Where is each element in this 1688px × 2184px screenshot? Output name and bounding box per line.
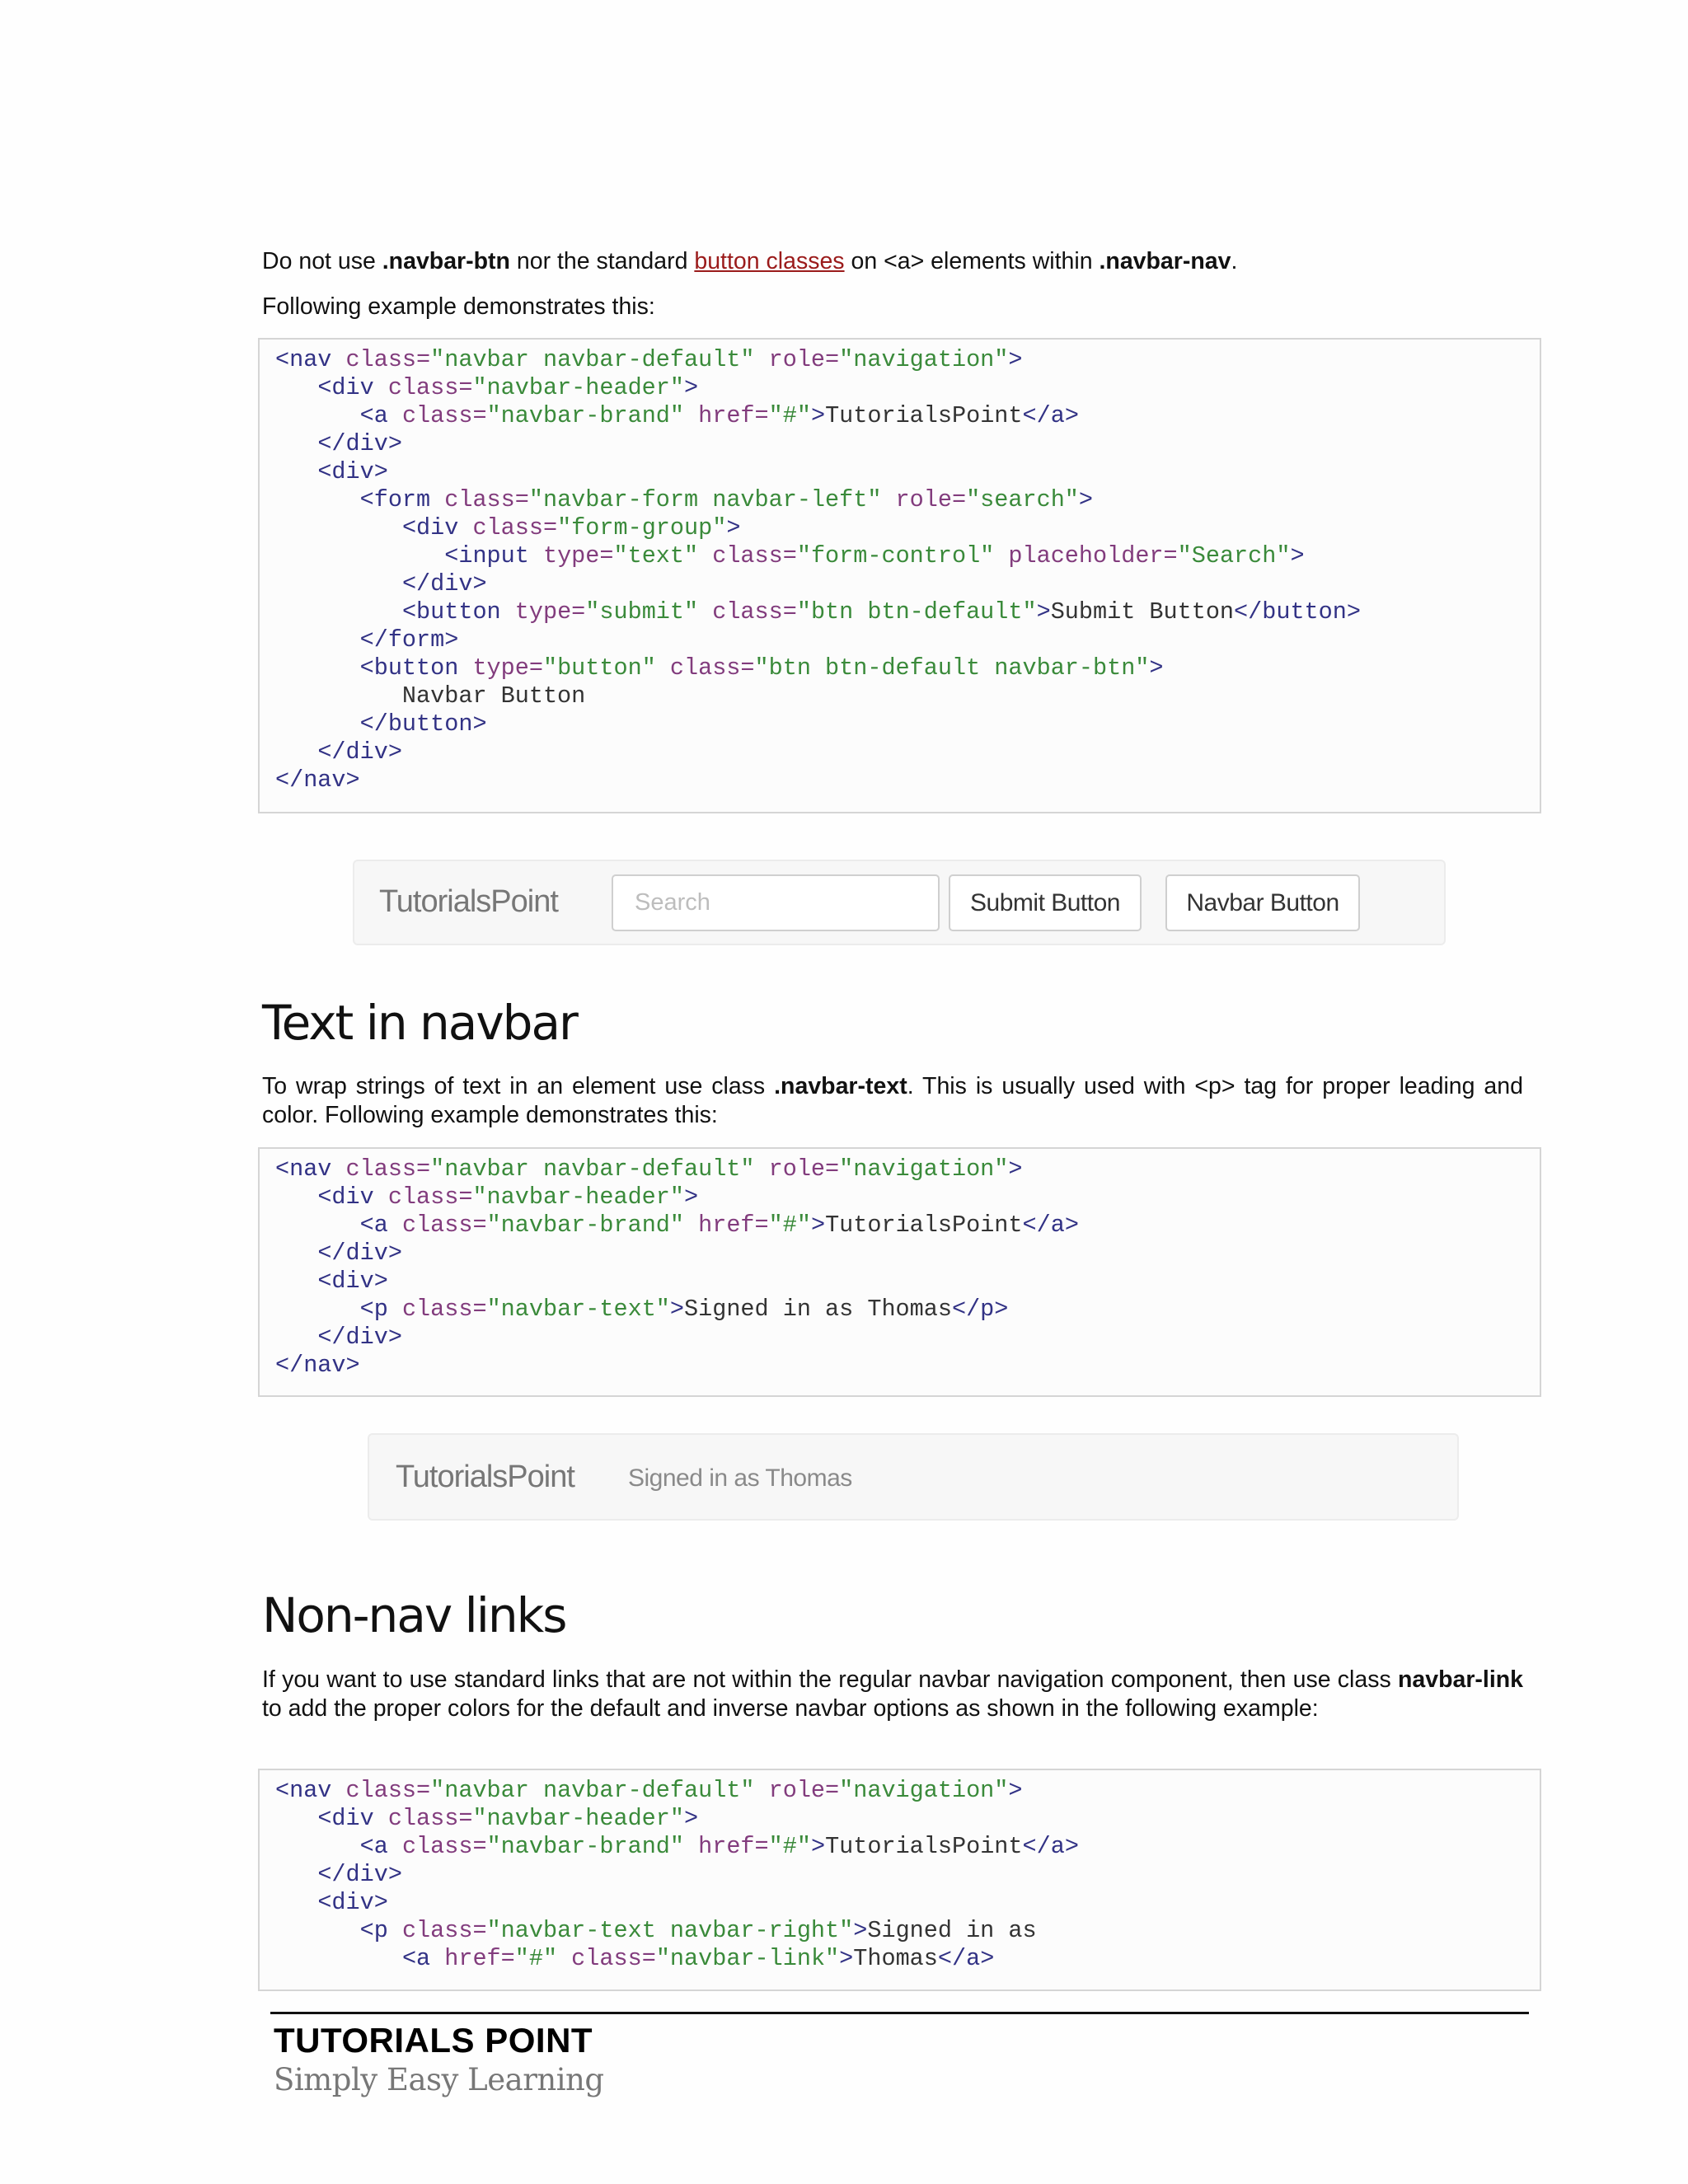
code-token: href= — [444, 1945, 515, 1972]
code-line — [275, 374, 1540, 402]
code-line — [275, 458, 1540, 486]
code-token: > — [1008, 1777, 1023, 1804]
code-token: "navigation" — [839, 1777, 1009, 1804]
code-token: "navbar-brand" — [486, 402, 685, 429]
code-token: > — [669, 1296, 685, 1323]
code-token: class= — [472, 514, 558, 541]
code-token: > — [1008, 1155, 1023, 1183]
code-token: </a> — [1022, 1833, 1079, 1860]
code-token: class= — [387, 1183, 473, 1211]
code-token: TutorialsPoint — [825, 1833, 1023, 1860]
code-token: > — [1149, 654, 1164, 682]
code-token: "#" — [514, 1945, 558, 1972]
search-input[interactable] — [613, 876, 938, 930]
code-token: "form-control" — [796, 542, 995, 569]
section3-text: If you want to use standard links that are not within the regular navbar navigation component, then use class — [262, 1666, 1398, 1693]
code-token — [275, 1945, 402, 1972]
code-token: "btn btn-default" — [796, 598, 1037, 626]
code-token — [275, 402, 360, 429]
code-token: class= — [401, 1833, 487, 1860]
code-line — [275, 766, 1540, 794]
code-token: "navbar-header" — [472, 1805, 684, 1832]
code-token: </a> — [937, 1945, 995, 1972]
code-line — [275, 1861, 1540, 1889]
code-token: Submit Button — [1050, 598, 1235, 626]
navbar-demo-buttons — [353, 860, 1446, 945]
footer-divider — [270, 2012, 1529, 2014]
code-token — [275, 1833, 360, 1860]
code-line — [275, 682, 1540, 710]
code-token — [275, 1240, 317, 1267]
code-line — [275, 1268, 1540, 1296]
inline-code-navbar-text: .navbar-text — [774, 1073, 907, 1099]
inline-code-navbar-btn: .navbar-btn — [382, 248, 510, 274]
code-token: type= — [472, 654, 543, 682]
code-token: > — [1036, 598, 1051, 626]
code-token: Signed in as — [867, 1917, 1037, 1944]
code-line — [275, 598, 1540, 626]
code-token: type= — [542, 542, 614, 569]
code-line — [275, 402, 1540, 430]
code-token: <nav — [275, 1777, 346, 1804]
code-token: TutorialsPoint — [825, 402, 1023, 429]
code-token: </div> — [317, 738, 402, 766]
code-token: "search" — [966, 486, 1079, 513]
code-token: <div> — [317, 1889, 388, 1916]
code-line — [275, 486, 1540, 514]
intro-text: nor the standard — [509, 248, 695, 274]
code-token: <a — [359, 402, 402, 429]
code-token: > — [1008, 346, 1023, 373]
code-token: > — [1078, 486, 1094, 513]
code-token: "navbar-link" — [655, 1945, 840, 1972]
code-token: "navbar-brand" — [486, 1833, 685, 1860]
code-token — [275, 738, 317, 766]
code-token: "navbar-text navbar-right" — [486, 1917, 854, 1944]
code-token — [275, 1296, 360, 1323]
submit-button[interactable]: Submit Button — [949, 874, 1142, 931]
code-token: </button> — [1234, 598, 1361, 626]
code-token — [275, 458, 317, 485]
code-token: role= — [754, 1155, 840, 1183]
code-token: class= — [387, 374, 473, 401]
code-token: "navigation" — [839, 346, 1009, 373]
code-token: > — [810, 1833, 826, 1860]
code-token: class= — [698, 542, 797, 569]
code-token: class= — [345, 346, 431, 373]
section3-paragraph — [262, 1666, 1523, 1723]
code-token: > — [684, 1805, 699, 1832]
code-token: > — [726, 514, 741, 541]
code-token — [275, 430, 317, 457]
code-token: </form> — [359, 626, 459, 654]
code-token — [275, 570, 402, 598]
code-token: Signed in as Thomas — [684, 1296, 952, 1323]
code-token: class= — [698, 598, 797, 626]
code-token: href= — [684, 1212, 769, 1239]
code-line — [275, 1917, 1540, 1945]
code-token: > — [684, 1183, 699, 1211]
code-token: <button — [401, 598, 515, 626]
code-token: <a — [401, 1945, 445, 1972]
code-line — [275, 1945, 1540, 1973]
code-token: "form-group" — [557, 514, 727, 541]
code-token: </nav> — [275, 766, 360, 794]
code-token — [275, 514, 402, 541]
code-token — [275, 710, 360, 738]
code-token: class= — [401, 1296, 487, 1323]
navbar-signed-in-text: Signed in as Thomas — [628, 1465, 852, 1492]
code-token: <form — [359, 486, 445, 513]
code-line — [275, 710, 1540, 738]
code-token: role= — [881, 486, 967, 513]
code-token: Navbar Button — [275, 682, 586, 710]
code-token: class= — [444, 486, 529, 513]
code-token: class= — [401, 402, 487, 429]
code-token: </div> — [317, 1861, 402, 1888]
code-token: <div — [317, 1183, 388, 1211]
code-token: "Search" — [1177, 542, 1291, 569]
code-token: </p> — [951, 1296, 1009, 1323]
footer-brand-title: TUTORIALS POINT — [274, 2021, 593, 2060]
navbar-demo-text — [368, 1433, 1459, 1521]
code-token: role= — [754, 346, 840, 373]
code-token: > — [1290, 542, 1305, 569]
code-token: "navbar-header" — [472, 374, 684, 401]
code-token: <div> — [317, 458, 388, 485]
code-token — [275, 1268, 317, 1295]
code-token: <a — [359, 1833, 402, 1860]
code-line — [275, 514, 1540, 542]
code-token: <div — [317, 374, 388, 401]
code-token: </a> — [1022, 402, 1079, 429]
inline-code-navbar-link: navbar-link — [1397, 1666, 1523, 1693]
code-token: "navbar-brand" — [486, 1212, 685, 1239]
section-heading-text-in-navbar: Text in navbar — [262, 995, 577, 1051]
code-token: class= — [401, 1212, 487, 1239]
section2-text: . This is usually used with <p> tag for proper leading and color. Following example demonstrates this: — [262, 1073, 1523, 1128]
code-token: "button" — [542, 654, 656, 682]
code-token — [275, 542, 444, 569]
code-token: "#" — [768, 1212, 811, 1239]
code-line — [275, 430, 1540, 458]
code-token: "#" — [768, 1833, 811, 1860]
code-token: <input — [444, 542, 543, 569]
code-token — [275, 1212, 360, 1239]
intro-text: . — [1231, 248, 1238, 274]
code-line — [275, 1777, 1540, 1805]
footer-tagline: Simply Easy Learning — [274, 2062, 604, 2097]
code-token — [275, 374, 317, 401]
intro-text: on <a> elements within — [844, 248, 1100, 274]
navbar-button[interactable]: Navbar Button — [1165, 874, 1360, 931]
code-token: class= — [345, 1155, 431, 1183]
code-token: "btn btn-default navbar-btn" — [754, 654, 1150, 682]
code-line — [275, 1240, 1540, 1268]
code-token: <div — [317, 1805, 388, 1832]
code-token: </div> — [317, 1240, 402, 1267]
code-token: placeholder= — [994, 542, 1178, 569]
code-block-navbar-buttons — [258, 338, 1541, 813]
code-line — [275, 1352, 1540, 1380]
code-token — [275, 654, 360, 682]
code-token: </button> — [359, 710, 487, 738]
code-token: "navbar-form navbar-left" — [528, 486, 882, 513]
code-token: <button — [359, 654, 473, 682]
code-token: > — [853, 1917, 868, 1944]
code-token: TutorialsPoint — [825, 1212, 1023, 1239]
code-line — [275, 1833, 1540, 1861]
code-token: <div> — [317, 1268, 388, 1295]
code-token: class= — [655, 654, 755, 682]
code-line — [275, 738, 1540, 766]
code-token: class= — [387, 1805, 473, 1832]
section3-text: to add the proper colors for the default and inverse navbar options as shown in the following example: — [262, 1695, 1319, 1722]
code-line — [275, 542, 1540, 570]
code-token: "navbar-text" — [486, 1296, 670, 1323]
section-heading-non-nav-links: Non-nav links — [262, 1587, 566, 1643]
code-line — [275, 1155, 1540, 1183]
code-token: <a — [359, 1212, 402, 1239]
code-line — [275, 654, 1540, 682]
code-token: <nav — [275, 1155, 346, 1183]
navbar-brand[interactable]: TutorialsPoint — [396, 1460, 574, 1494]
code-token: > — [810, 1212, 826, 1239]
code-token — [275, 598, 402, 626]
code-token: Thomas — [853, 1945, 938, 1972]
code-token — [275, 626, 360, 654]
code-line — [275, 1889, 1540, 1917]
code-token: "navbar-header" — [472, 1183, 684, 1211]
code-token: class= — [345, 1777, 431, 1804]
code-token — [275, 486, 360, 513]
code-token: </a> — [1022, 1212, 1079, 1239]
code-token: > — [684, 374, 699, 401]
code-token — [275, 1183, 317, 1211]
code-token — [275, 1324, 317, 1351]
code-token: </div> — [317, 430, 402, 457]
code-block-non-nav-links — [258, 1769, 1541, 1991]
code-token: > — [839, 1945, 854, 1972]
code-token: > — [810, 402, 826, 429]
code-line — [275, 1183, 1540, 1212]
code-token: </div> — [317, 1324, 402, 1351]
code-token: role= — [754, 1777, 840, 1804]
section2-paragraph — [262, 1072, 1523, 1130]
navbar-brand[interactable]: TutorialsPoint — [379, 884, 558, 919]
code-line — [275, 1296, 1540, 1324]
example-intro-paragraph: Following example demonstrates this: — [262, 293, 655, 320]
code-token: href= — [684, 402, 769, 429]
code-token — [275, 1805, 317, 1832]
code-line — [275, 346, 1540, 374]
code-token — [275, 1917, 360, 1944]
code-token: <p — [359, 1296, 402, 1323]
button-classes-link[interactable]: button classes — [694, 248, 845, 274]
code-line — [275, 1324, 1540, 1352]
code-line — [275, 1805, 1540, 1833]
code-line — [275, 626, 1540, 654]
code-line — [275, 1212, 1540, 1240]
code-token — [275, 1889, 317, 1916]
code-token: "#" — [768, 402, 811, 429]
code-token: class= — [557, 1945, 656, 1972]
search-field[interactable] — [612, 874, 940, 931]
code-token: <div — [401, 514, 473, 541]
code-token: type= — [514, 598, 586, 626]
code-token: href= — [684, 1833, 769, 1860]
code-token — [275, 1861, 317, 1888]
code-token: <p — [359, 1917, 402, 1944]
code-block-navbar-text — [258, 1147, 1541, 1397]
code-token: "submit" — [585, 598, 699, 626]
code-token: <nav — [275, 346, 346, 373]
code-token: </div> — [401, 570, 487, 598]
intro-paragraph — [262, 247, 1523, 276]
code-token: "text" — [613, 542, 699, 569]
code-token: "navbar navbar-default" — [430, 1777, 755, 1804]
code-token: "navbar navbar-default" — [430, 1155, 755, 1183]
code-token: "navbar navbar-default" — [430, 346, 755, 373]
inline-code-navbar-nav: .navbar-nav — [1099, 248, 1231, 274]
code-line — [275, 570, 1540, 598]
intro-text: Do not use — [262, 248, 382, 274]
code-token: </nav> — [275, 1352, 360, 1379]
code-token: "navigation" — [839, 1155, 1009, 1183]
section2-text: To wrap strings of text in an element use class — [262, 1073, 775, 1099]
code-token: class= — [401, 1917, 487, 1944]
